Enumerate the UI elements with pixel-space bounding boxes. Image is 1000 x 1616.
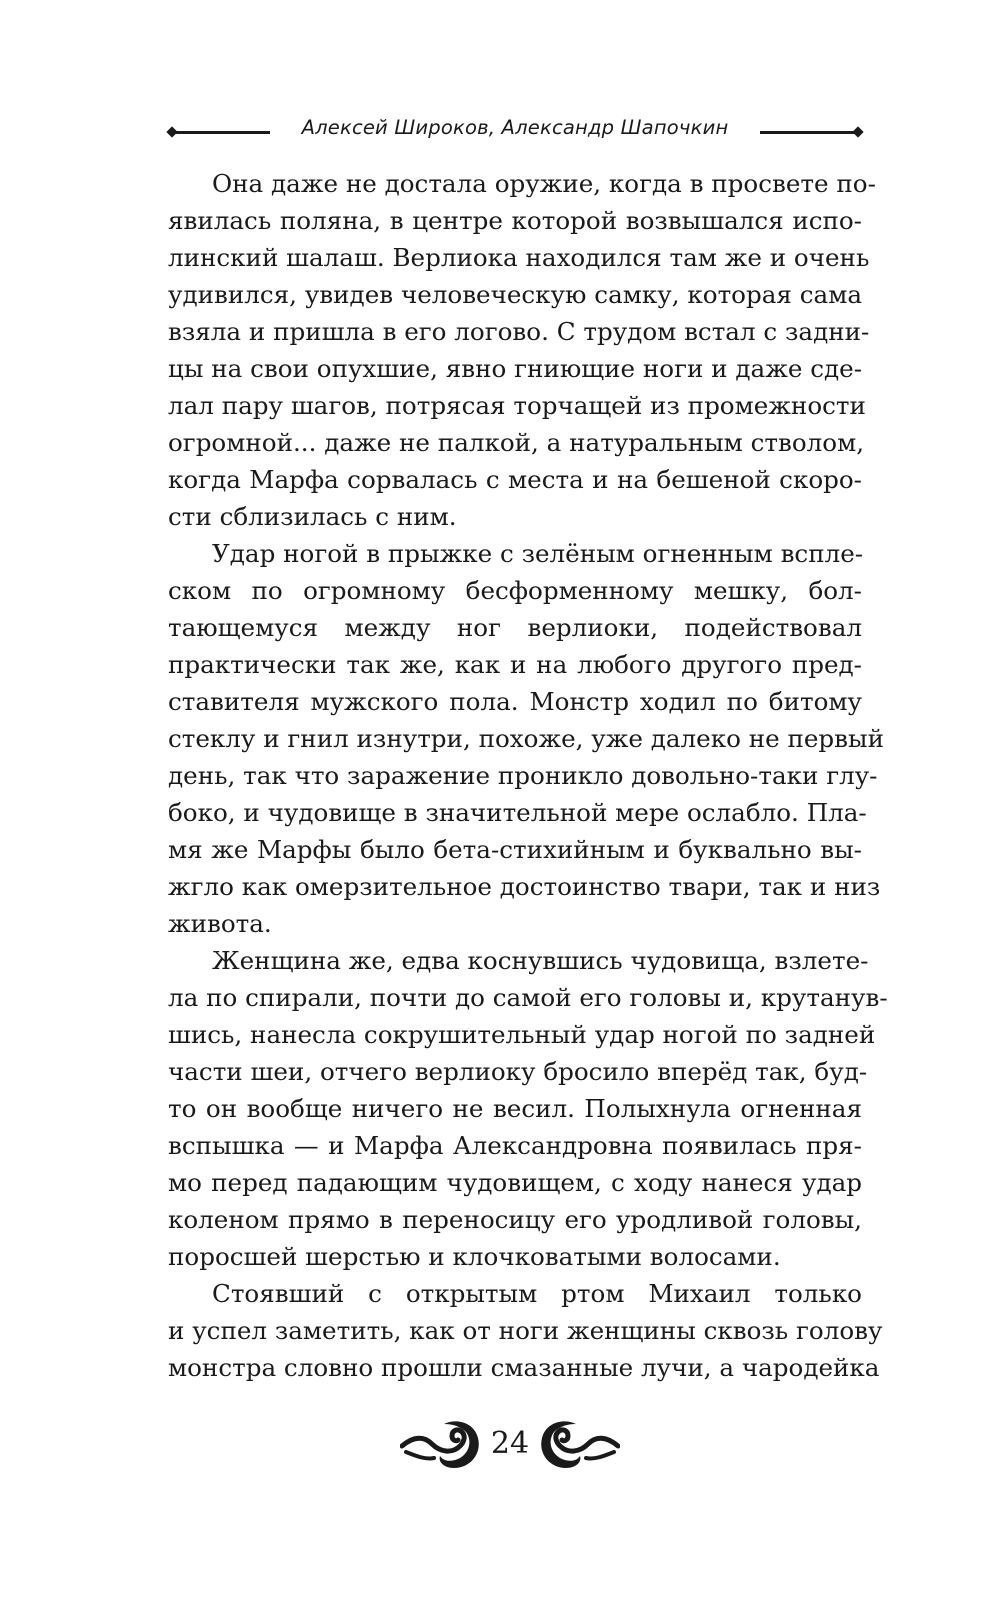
text-line: и успел заметить, как от ноги женщины сквозь голову	[168, 1316, 883, 1345]
text-line: практически так же, как и на любого другого пред-	[168, 650, 862, 679]
text-line: Стоявший с открытым ртом Михаил только	[212, 1279, 862, 1308]
text-line: ла по спирали, почти до самой его головы и, крутанув-	[168, 983, 888, 1012]
rule-right-tip	[852, 126, 863, 137]
text-line: взяла и пришла в его логово. С трудом встал с задни-	[168, 317, 870, 346]
text-line: тающемуся между ног верлиоки, подействовал	[168, 613, 862, 642]
text-line: линский шалаш. Верлиока находился там же и очень	[168, 243, 870, 272]
text-line: живота.	[168, 909, 272, 938]
rule-right	[760, 131, 858, 134]
paragraph-1	[168, 165, 876, 535]
running-title: Алексей Широков, Александр Шапочкин	[301, 116, 729, 139]
ornament-right-icon	[538, 1416, 620, 1476]
text-line: явилась поляна, в центре которой возвышался испо-	[168, 206, 862, 235]
page-number: 24	[490, 1426, 530, 1461]
text-line: боко, и чудовище в значительной мере ослабло. Пла-	[168, 798, 867, 827]
running-head	[168, 112, 862, 148]
text-line: Удар ногой в прыжке с зелёным огненным вспле-	[212, 539, 864, 568]
text-line: вспышка — и Марфа Александровна появилась пря-	[168, 1131, 862, 1160]
text-line: цы на свои опухшие, явно гниющие ноги и даже сде-	[168, 354, 862, 383]
text-line: когда Марфа сорвалась с места и на бешеной скоро-	[168, 465, 862, 494]
page-folio	[400, 1416, 620, 1480]
text-line: поросшей шерстью и клочковатыми волосами.	[168, 1242, 781, 1271]
paragraph-3	[168, 942, 888, 1275]
text-line: то он вообще ничего не весил. Полыхнула огненная	[168, 1094, 862, 1123]
text-line: Женщина же, едва коснувшись чудовища, взлете-	[212, 946, 869, 975]
text-line: день, так что заражение проникло довольно-таки глу-	[168, 761, 878, 790]
text-line: сти сблизилась с ним.	[168, 502, 457, 531]
text-line: части шеи, отчего верлиоку бросило вперёд так, буд-	[168, 1057, 868, 1086]
text-line: жгло как омерзительное достоинство твари, так и низ	[168, 872, 881, 901]
text-line: стеклу и гнил изнутри, похоже, уже далеко не первый	[168, 724, 884, 753]
text-line: огромной... даже не палкой, а натуральным стволом,	[168, 428, 865, 457]
text-line: удивился, увидев человеческую самку, которая сама	[168, 280, 862, 309]
paragraph-2	[168, 535, 884, 942]
text-line: монстра словно прошли смазанные лучи, а чародейка	[168, 1353, 880, 1382]
text-line: ском по огромному бесформенному мешку, бол-	[168, 576, 862, 605]
text-line: Она даже не достала оружие, когда в просвете по-	[212, 169, 876, 198]
body-text	[168, 165, 888, 1386]
text-line: ставителя мужского пола. Монстр ходил по битому	[168, 687, 862, 716]
text-line: коленом прямо в переносицу его уродливой головы,	[168, 1205, 862, 1234]
text-line: мо перед падающим чудовищем, с ходу нанеся удар	[168, 1168, 862, 1197]
text-line: лал пару шагов, потрясая торчащей из промежности	[168, 391, 866, 420]
text-line: мя же Марфы было бета-стихийным и буквально вы-	[168, 835, 862, 864]
paragraph-4	[168, 1275, 883, 1386]
text-line: шись, нанесла сокрушительный удар ногой по задней	[168, 1020, 876, 1049]
rule-left	[172, 131, 270, 134]
